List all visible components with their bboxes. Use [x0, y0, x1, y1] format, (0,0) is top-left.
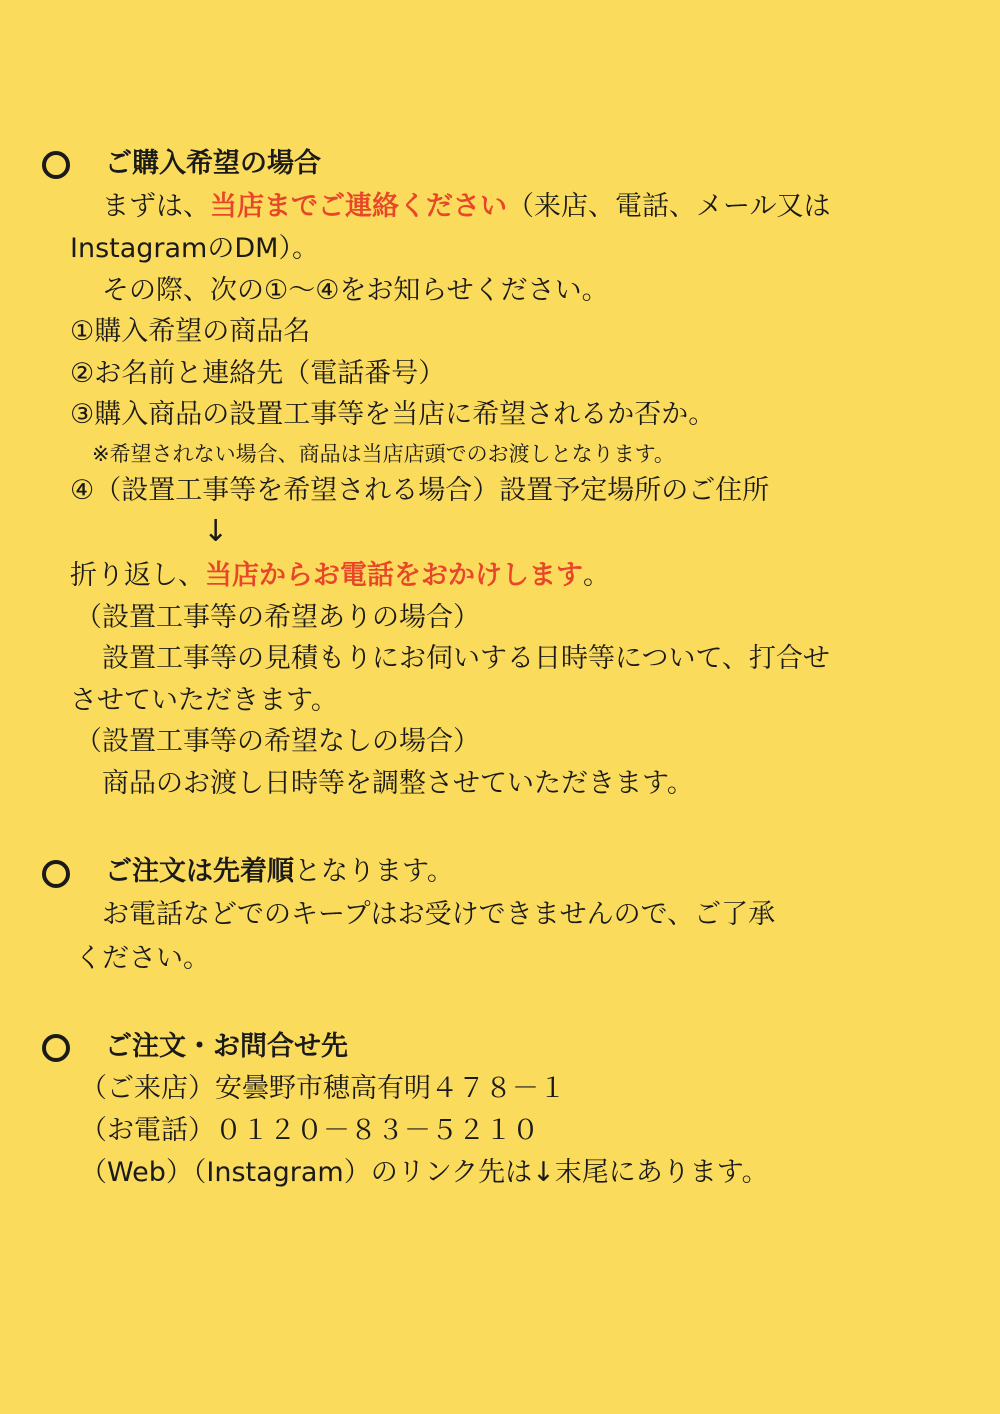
order-heading-rest: となります。: [294, 856, 454, 887]
with-install-label: （設置工事等の希望ありの場合）: [75, 602, 480, 633]
purchase-intro-post: （来店、電話、メール又は: [507, 191, 831, 222]
purchase-callback-highlight: 当店からお電話をおかけします: [205, 560, 583, 591]
purchase-heading: ご購入希望の場合: [105, 148, 321, 179]
purchase-intro-pre: まずは、: [102, 191, 210, 222]
bullet-circle-icon: [42, 151, 70, 179]
order-heading-bold: ご注文は先着順: [105, 856, 294, 887]
down-arrow-icon: ↓: [203, 514, 229, 549]
purchase-item-4: ④（設置工事等を希望される場合）設置予定場所のご住所: [70, 475, 770, 506]
purchase-item-3: ③購入商品の設置工事等を当店に希望されるか否か。: [70, 399, 716, 430]
purchase-callback: [70, 558, 610, 594]
contact-heading: ご注文・お問合せ先: [105, 1031, 348, 1062]
purchase-item-1: ①購入希望の商品名: [70, 316, 311, 347]
without-install-label: （設置工事等の希望なしの場合）: [75, 726, 480, 757]
purchase-intro-highlight: 当店までご連絡ください: [210, 191, 507, 222]
purchase-note: ※希望されない場合、商品は当店店頭でのお渡しとなります。: [92, 442, 675, 466]
contact-visit: （ご来店）安曇野市穂高有明４７８－１: [80, 1073, 566, 1104]
purchase-callback-pre: 折り返し、: [70, 560, 205, 591]
order-text-1: お電話などでのキープはお受けできませんので、ご了承: [102, 899, 776, 930]
purchase-notify: その際、次の①～④をお知らせください。: [102, 275, 609, 306]
bullet-circle-icon: [42, 1034, 70, 1062]
contact-phone: （お電話）０１２０－８３－５２１０: [80, 1115, 539, 1146]
with-install-text-1: 設置工事等の見積もりにお伺いする日時等について、打合せ: [102, 643, 830, 674]
bullet-circle-icon: [42, 860, 70, 888]
order-text-2: ください。: [75, 943, 210, 974]
with-install-text-2: させていただきます。: [70, 685, 338, 716]
purchase-intro-line2: InstagramのDM）。: [70, 233, 319, 264]
without-install-text: 商品のお渡し日時等を調整させていただきます。: [102, 768, 694, 799]
order-heading: [105, 854, 454, 890]
purchase-callback-post: 。: [583, 560, 610, 591]
contact-links: （Web）（Instagram）のリンク先は↓末尾にあります。: [80, 1157, 769, 1188]
purchase-item-2: ②お名前と連絡先（電話番号）: [70, 358, 446, 389]
purchase-intro: [102, 189, 830, 225]
